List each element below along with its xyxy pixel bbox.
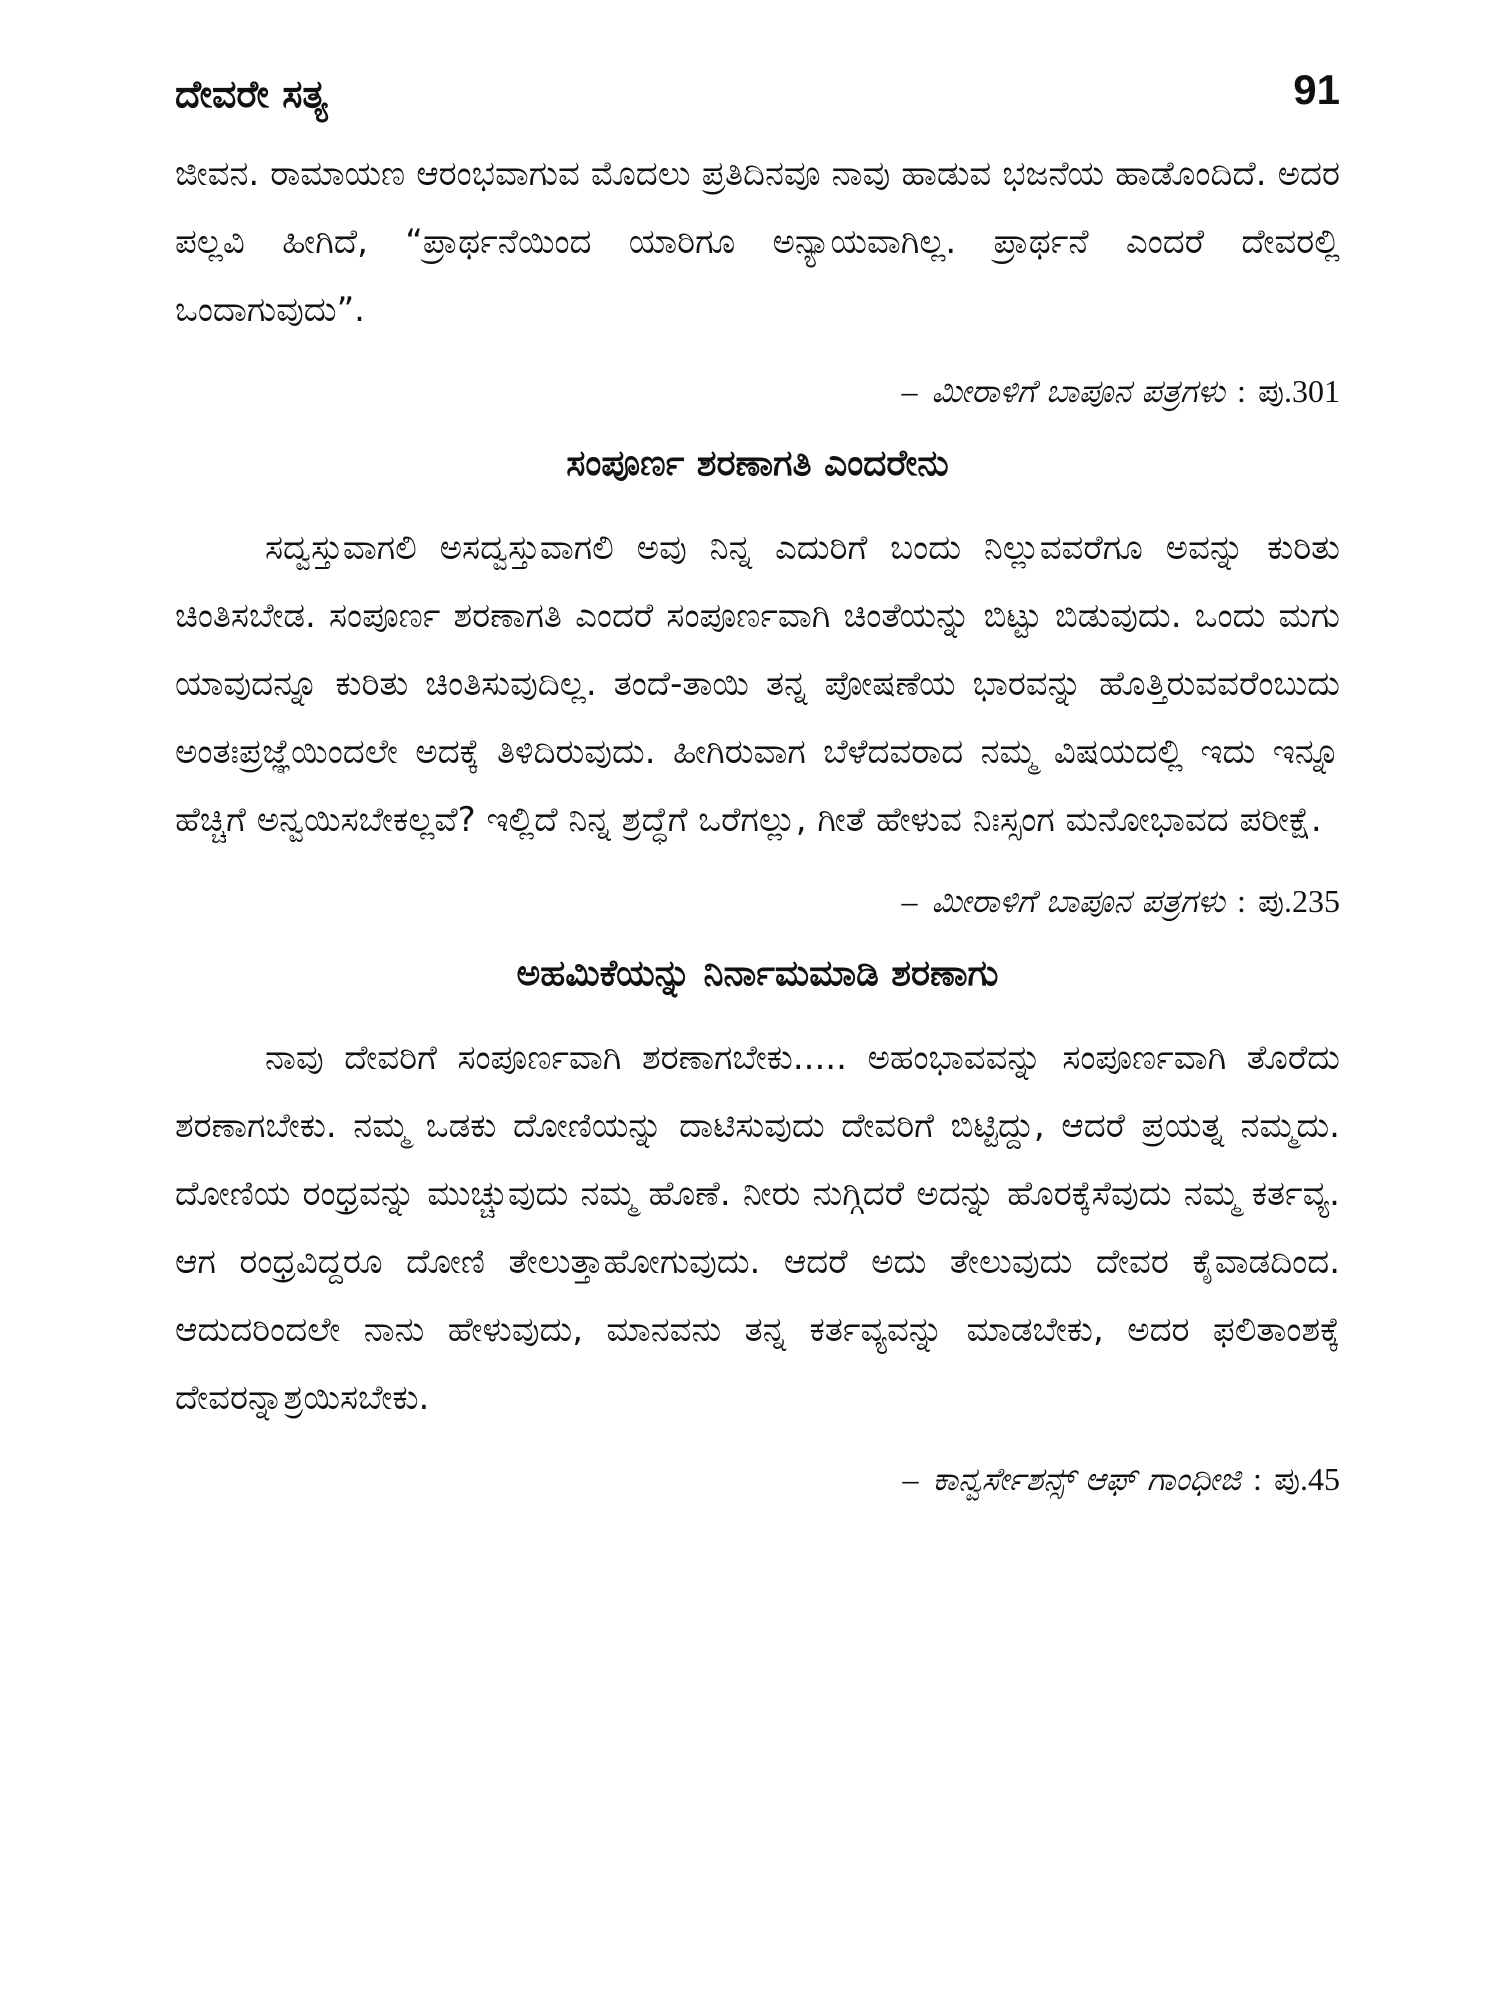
- citation-page: ಪು.301: [1257, 373, 1340, 409]
- citation-page: ಪು.235: [1257, 883, 1340, 919]
- citation-dash: –: [902, 1461, 919, 1497]
- citation-dash: –: [901, 883, 918, 919]
- citation-separator: :: [1253, 1461, 1262, 1497]
- citation-page: ಪು.45: [1273, 1461, 1340, 1497]
- section-paragraph-destroy-ego: ನಾವು ದೇವರಿಗೆ ಸಂಪೂರ್ಣವಾಗಿ ಶರಣಾಗಬೇಕು..... ಅಹಂಭಾವವನ್ನು ಸಂಪೂರ್ಣವಾಗಿ ತೊರೆದು ಶರಣಾಗಬೇಕು. ನಮ್ಮ ಒಡಕು ದೋಣಿಯನ್ನು ದಾಟಿಸುವುದು ದೇವರಿಗೆ ಬಿಟ್ಟಿದ್ದು, ಆದರೆ ಪ್ರಯತ್ನ ನಮ್ಮದು. ದೋಣಿಯ ರಂಧ್ರವನ್ನು ಮುಚ್ಚುವುದು ನಮ್ಮ ಹೊಣೆ. ನೀರು ನುಗ್ಗಿದರೆ ಅದನ್ನು ಹೊರಕ್ಕೆಸೆವುದು ನಮ್ಮ ಕರ್ತವ್ಯ. ಆಗ ರಂಧ್ರವಿದ್ದರೂ ದೋಣಿ ತೇಲುತ್ತಾಹೋಗುವುದು. ಆದರೆ ಅದು ತೇಲುವುದು ದೇವರ ಕೈವಾಡದಿಂದ. ಆದುದರಿಂದಲೇ ನಾನು ಹೇಳುವುದು, ಮಾನವನು ತನ್ನ ಕರ್ತವ್ಯವನ್ನು ಮಾಡಬೇಕು, ಅದರ ಫಲಿತಾಂಶಕ್ಕೆ ದೇವರನ್ನಾಶ್ರಯಿಸಬೇಕು.: [175, 1038, 1340, 1418]
- citation-dash: –: [901, 373, 918, 409]
- citation-separator: :: [1237, 883, 1246, 919]
- citation-source: ಮೀರಾಳಿಗೆ ಬಾಪೂನ ಪತ್ರಗಳು: [931, 372, 1226, 410]
- section-paragraph-complete-surrender: ಸದ್ವಸ್ತುವಾಗಲಿ ಅಸದ್ವಸ್ತುವಾಗಲಿ ಅವು ನಿನ್ನ ಎದುರಿಗೆ ಬಂದು ನಿಲ್ಲುವವರೆಗೂ ಅವನ್ನು ಕುರಿತು ಚಿಂತಿಸಬೇಡ. ಸಂಪೂರ್ಣ ಶರಣಾಗತಿ ಎಂದರೆ ಸಂಪೂರ್ಣವಾಗಿ ಚಿಂತೆಯನ್ನು ಬಿಟ್ಟು ಬಿಡುವುದು. ಒಂದು ಮಗು ಯಾವುದನ್ನೂ ಕುರಿತು ಚಿಂತಿಸುವುದಿಲ್ಲ. ತಂದೆ-ತಾಯಿ ತನ್ನ ಪೋಷಣೆಯ ಭಾರವನ್ನು ಹೊತ್ತಿರುವವರೆಂಬುದು ಅಂತಃಪ್ರಜ್ಞೆಯಿಂದಲೇ ಅದಕ್ಕೆ ತಿಳಿದಿರುವುದು. ಹೀಗಿರುವಾಗ ಬೆಳೆದವರಾದ ನಮ್ಮ ವಿಷಯದಲ್ಲಿ ಇದು ಇನ್ನೂ ಹೆಚ್ಚಿಗೆ ಅನ್ವಯಿಸಬೇಕಲ್ಲವೆ? ಇಲ್ಲಿದೆ ನಿನ್ನ ಶ್ರದ್ಧೆಗೆ ಒರೆಗಲ್ಲು, ಗೀತೆ ಹೇಳುವ ನಿಃಸ್ಸಂಗ ಮನೋಭಾವದ ಪರೀಕ್ಷೆ.: [175, 528, 1340, 840]
- book-page: [175, 60, 1340, 1960]
- citation-source: ಮೀರಾಳಿಗೆ ಬಾಪೂನ ಪತ್ರಗಳು: [931, 882, 1226, 920]
- section2-citation: [175, 1454, 1340, 1504]
- running-header: [175, 60, 1340, 140]
- intro-citation: [175, 366, 1340, 416]
- page-number: 91: [1293, 66, 1340, 113]
- book-title: ದೇವರೇ ಸತ್ಯ: [175, 72, 328, 116]
- section1-citation: [175, 876, 1340, 926]
- intro-paragraph: ಜೀವನ. ರಾಮಾಯಣ ಆರಂಭವಾಗುವ ಮೊದಲು ಪ್ರತಿದಿನವೂ ನಾವು ಹಾಡುವ ಭಜನೆಯ ಹಾಡೊಂದಿದೆ. ಅದರ ಪಲ್ಲವಿ ಹೀಗಿದೆ, “ಪ್ರಾರ್ಥನೆಯಿಂದ ಯಾರಿಗೂ ಅನ್ಯಾಯವಾಗಿಲ್ಲ. ಪ್ರಾರ್ಥನೆ ಎಂದರೆ ದೇವರಲ್ಲಿ ಒಂದಾಗುವುದು”.: [175, 154, 1340, 330]
- citation-source: ಕಾನ್ವರ್ಸೇಶನ್ಸ್ ಆಫ್ ಗಾಂಧೀಜಿ: [932, 1460, 1242, 1498]
- section-heading-destroy-ego: ಅಹಮಿಕೆಯನ್ನು ನಿರ್ನಾಮಮಾಡಿ ಶರಣಾಗು: [516, 953, 999, 994]
- section-heading-complete-surrender: ಸಂಪೂರ್ಣ ಶರಣಾಗತಿ ಎಂದರೇನು: [566, 443, 949, 484]
- citation-separator: :: [1237, 373, 1246, 409]
